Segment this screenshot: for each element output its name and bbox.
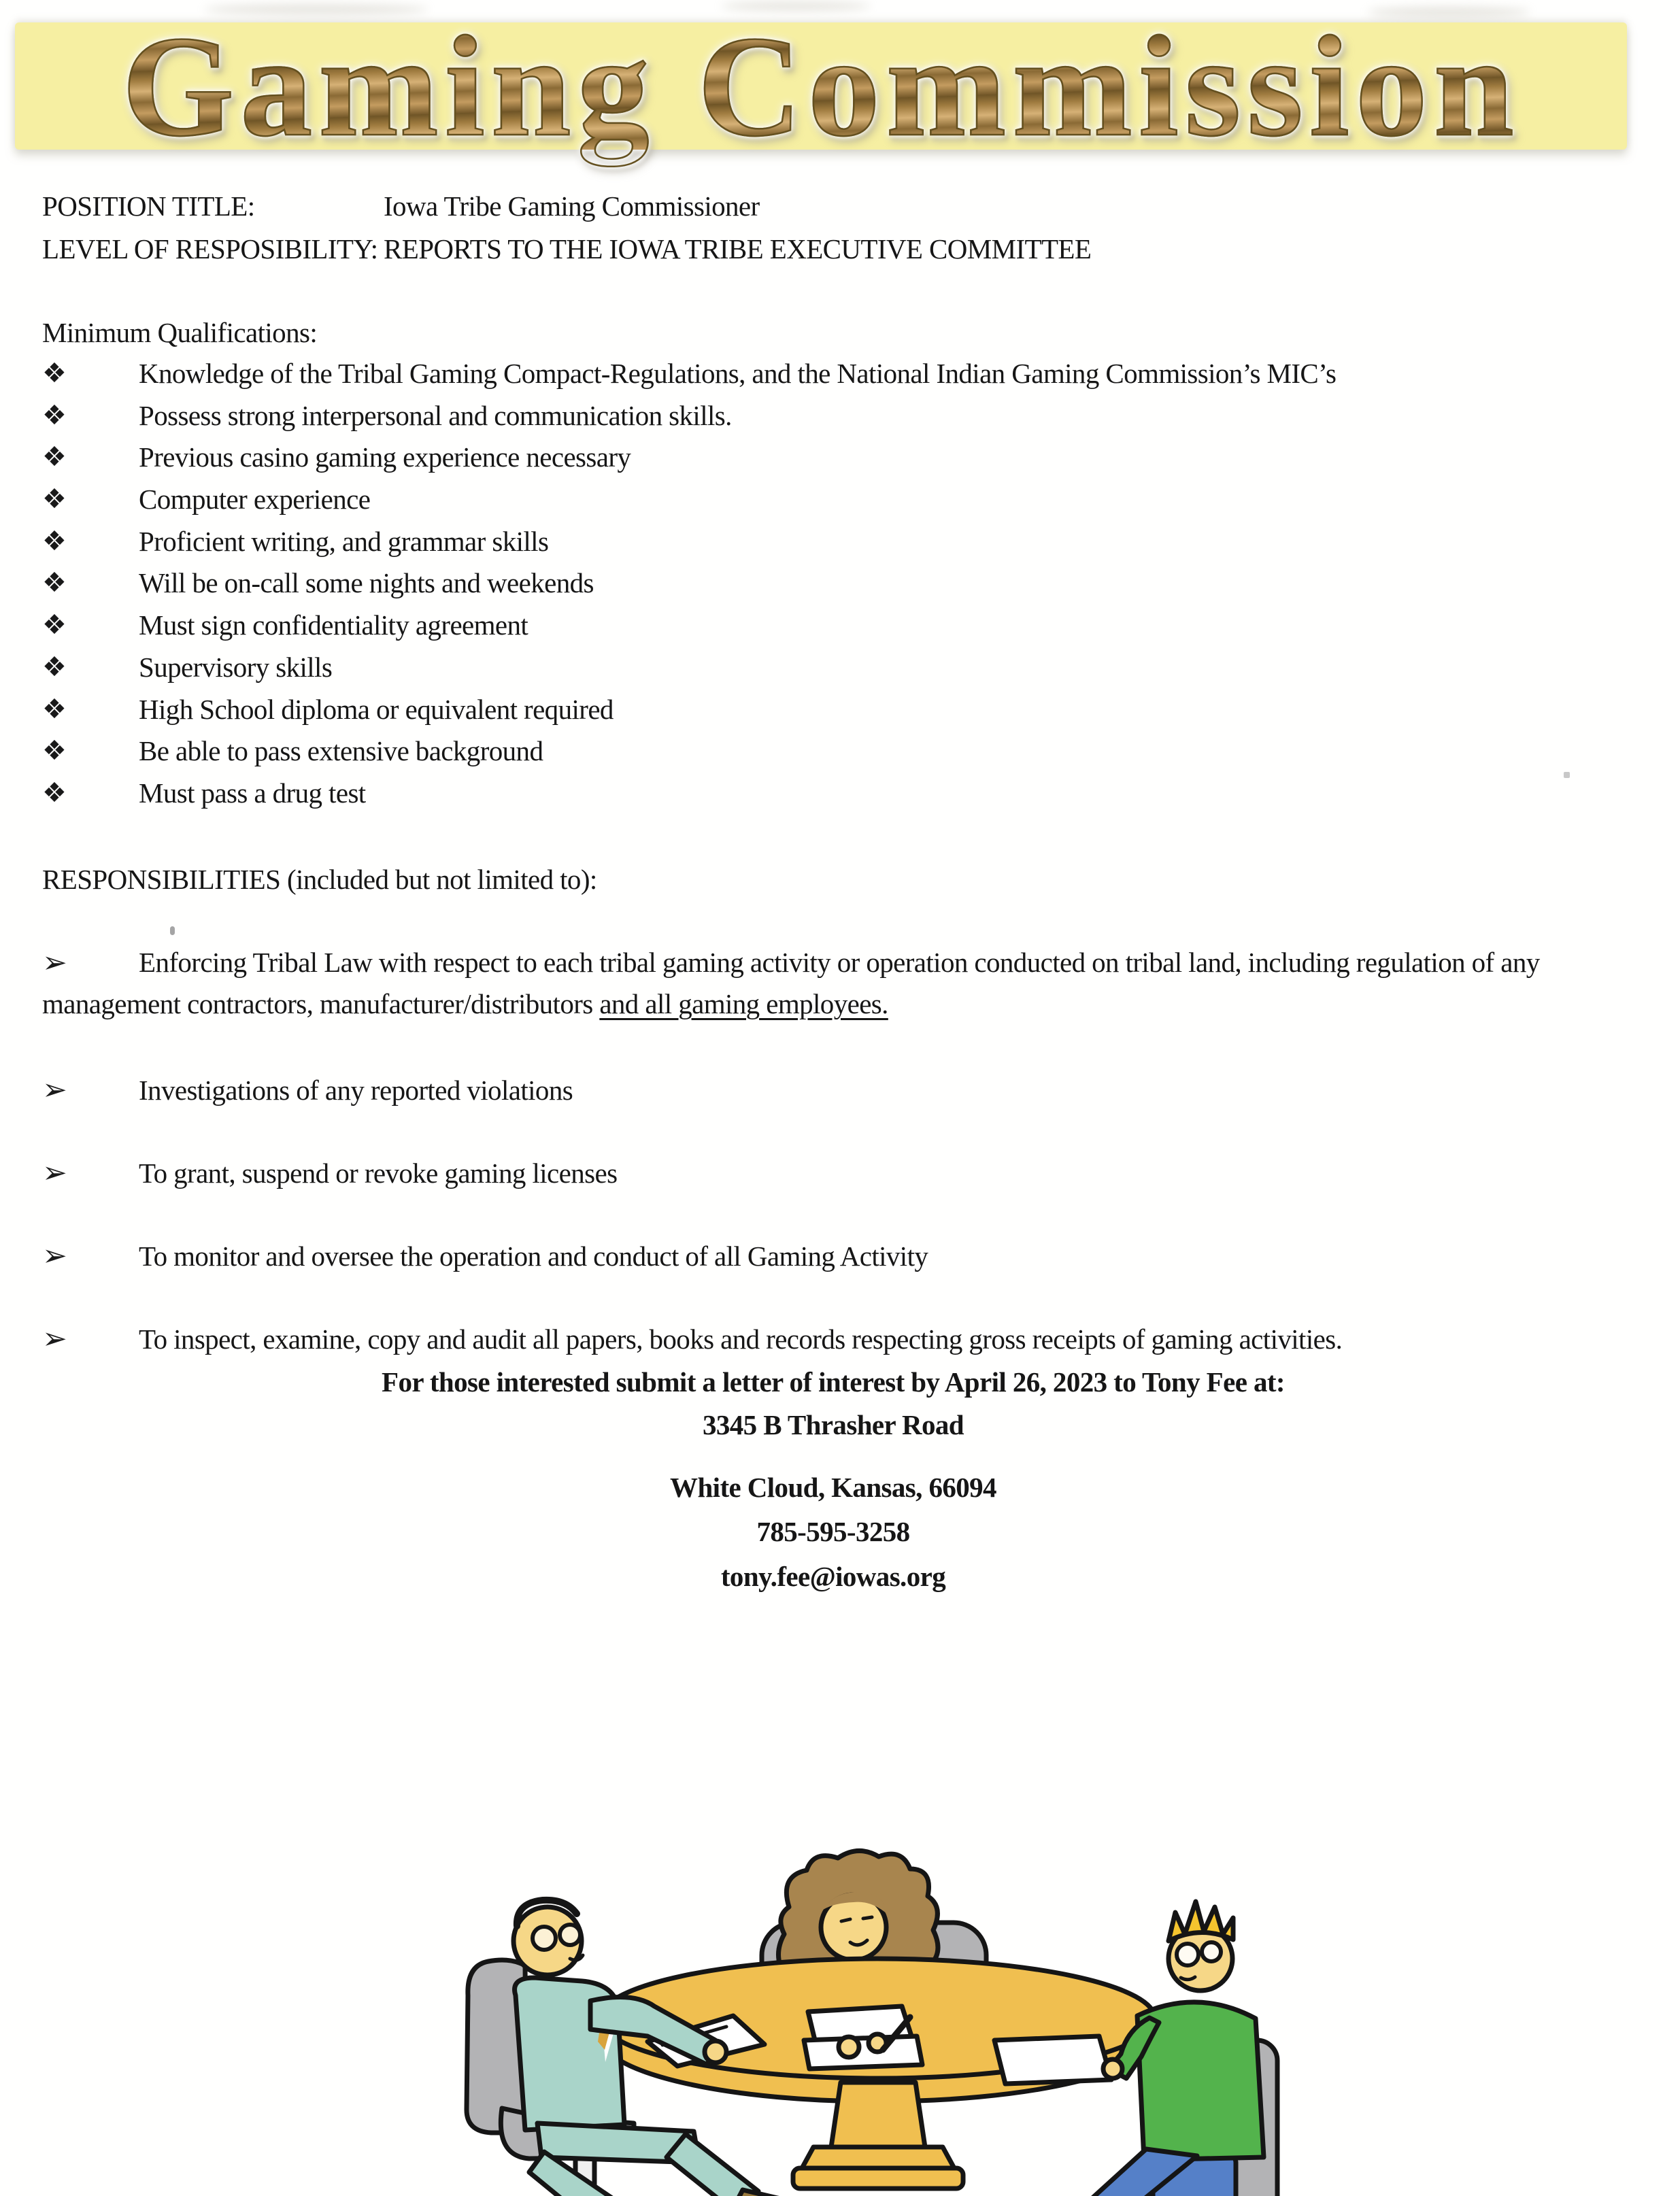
qualification-text: High School diploma or equivalent required [139,693,614,725]
qualification-item [42,562,1336,605]
qualification-text: Supervisory skills [139,651,333,683]
level-label: LEVEL OF RESPOSIBILITY: [42,233,378,265]
right-man-glasses [1177,1944,1198,1965]
meeting-clipart [408,1838,1306,2196]
responsibility-text-underlined: and all gaming employees. [599,988,888,1019]
banner-title: Gaming Commission [15,22,1627,150]
qualification-item [42,521,1336,563]
qualification-item [42,730,1336,773]
diamond-bullet-icon: ❖ [42,484,67,516]
responsibility-item [42,1318,1342,1360]
responsibility-item [42,1069,1342,1111]
qualifications-heading: Minimum Qualifications: [42,317,318,348]
diamond-bullet-icon: ❖ [42,693,67,725]
diamond-bullet-icon: ❖ [42,567,67,599]
diamond-bullet-icon: ❖ [42,735,67,767]
responsibilities-list [42,1069,1342,1401]
position-title-value: Iowa Tribe Gaming Commissioner [384,190,760,222]
contact-address-line2: White Cloud, Kansas, 66094 [670,1472,996,1503]
qualification-text: Proficient writing, and grammar skills [139,525,549,557]
responsibility-text: To inspect, examine, copy and audit all papers, books and records respecting gross receipts of gaming activities. [139,1323,1343,1355]
contact-phone: 785-595-3258 [756,1516,910,1547]
position-title-row [42,185,1091,228]
qualification-text: Computer experience [139,484,371,516]
scan-speck [170,926,175,935]
arrow-bullet-icon: ➢ [42,1321,67,1356]
responsibility-text: Investigations of any reported violations [139,1075,573,1106]
qualification-text: Possess strong interpersonal and communication skills. [139,399,732,431]
paper-center-2 [804,2036,922,2069]
qualification-text: Knowledge of the Tribal Gaming Compact-Regulations, and the National Indian Gaming Commission’s MIC’s [139,358,1337,389]
contact-email: tony.fee@iowas.org [720,1561,946,1592]
qualification-text: Previous casino gaming experience necessary [139,441,631,473]
qualification-text: Must sign confidentiality agreement [139,609,528,641]
paper-right [994,2036,1111,2084]
arrow-bullet-icon: ➢ [42,1155,67,1190]
diamond-bullet-icon: ❖ [42,525,67,557]
position-title-label: POSITION TITLE: [42,190,255,222]
arrow-bullet-icon: ➢ [42,1238,67,1273]
level-row [42,228,1091,271]
contact-intro: For those interested submit a letter of interest by April 26, 2023 to Tony Fee at: [382,1366,1285,1398]
qualification-item [42,647,1336,689]
diamond-bullet-icon: ❖ [42,609,67,641]
scan-speck [1564,772,1570,778]
responsibility-text: To monitor and oversee the operation and conduct of all Gaming Activity [139,1240,928,1272]
responsibilities-heading: RESPONSIBILITIES (included but not limited to): [42,864,597,895]
responsibility-text: Enforcing Tribal Law with respect to each tribal gaming activity or operation conducted on tribal land, including regulation of any management contractors, manufacturer/distributors [42,947,1540,1019]
qualification-text: Must pass a drug test [139,777,366,809]
responsibility-text: To grant, suspend or revoke gaming licenses [139,1158,618,1189]
qualification-item [42,395,1336,437]
qualifications-list [42,353,1336,815]
banner [15,6,1627,166]
left-man-shin [667,2134,758,2196]
level-value: REPORTS TO THE IOWA TRIBE EXECUTIVE COMMITTEE [384,233,1092,265]
responsibility-paragraph [42,942,1566,1025]
responsibility-item [42,1152,1342,1194]
qualification-item [42,689,1336,731]
qualification-text: Be able to pass extensive background [139,735,543,767]
qualification-text: Will be on-call some nights and weekends [139,567,594,599]
contact-address-line1: 3345 B Thrasher Road [702,1409,964,1440]
diamond-bullet-icon: ❖ [42,651,67,683]
left-man-glasses [533,1927,556,1950]
responsibility-item [42,1235,1342,1277]
left-man-hand [705,2041,726,2063]
arrow-bullet-icon: ➢ [42,1072,67,1107]
qualification-item [42,605,1336,647]
diamond-bullet-icon: ❖ [42,358,67,389]
arrow-bullet-icon: ➢ [42,945,67,980]
right-man-hand [1103,2059,1122,2078]
qualification-item [42,773,1336,815]
diamond-bullet-icon: ❖ [42,777,67,809]
diamond-bullet-icon: ❖ [42,441,67,473]
diamond-bullet-icon: ❖ [42,399,67,431]
qualification-item [42,479,1336,521]
header-block [42,185,1091,271]
qualification-item [42,353,1336,395]
qualification-item [42,437,1336,479]
